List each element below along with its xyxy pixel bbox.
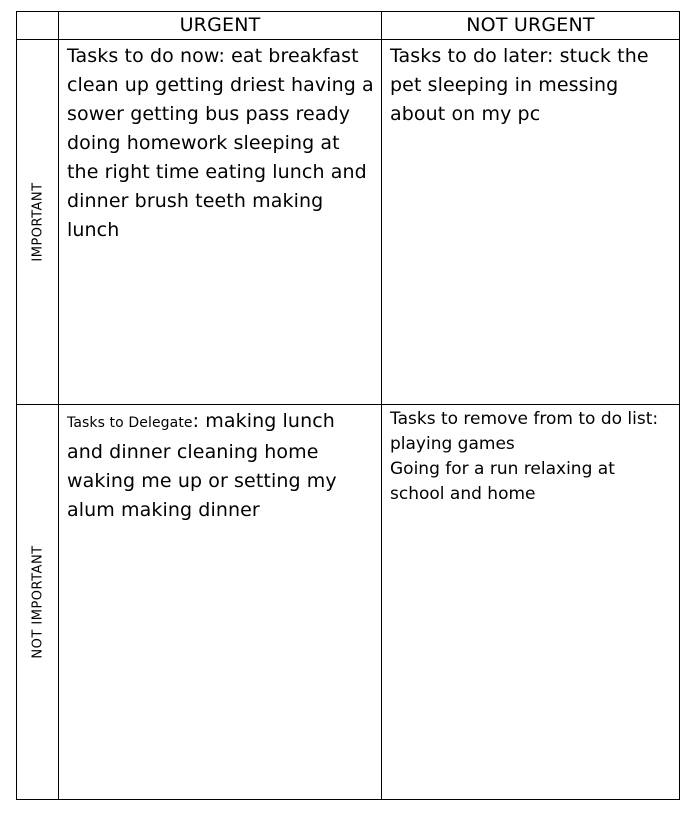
row-header-not-important-label: NOT IMPORTANT <box>30 545 45 659</box>
quadrant-not-important-urgent-text <box>59 405 381 525</box>
row-header-not-important <box>16 404 59 800</box>
quadrant-not-important-not-urgent <box>381 404 680 800</box>
column-header-urgent-label: URGENT <box>179 14 261 36</box>
delegate-body: : making lunch and dinner cleaning home waking me up or setting my alum making dinner <box>67 410 337 521</box>
column-header-not-urgent <box>381 11 680 40</box>
quadrant-not-important-not-urgent-text <box>382 405 679 507</box>
quadrant-important-urgent-text: Tasks to do now: eat breakfast clean up getting driest having a sower getting bus pass ready doing homework sleeping at the right time eating lunch and dinner brush teeth making lunch <box>67 45 374 241</box>
row-header-important <box>16 39 59 405</box>
column-header-not-urgent-label: NOT URGENT <box>466 14 595 36</box>
remove-list-line-2: Going for a run relaxing at school and home <box>390 459 615 504</box>
delegate-prefix: Tasks to Delegate <box>67 415 193 431</box>
column-header-urgent <box>58 11 382 40</box>
quadrant-important-urgent <box>58 39 382 405</box>
quadrant-not-important-urgent <box>58 404 382 800</box>
remove-list-line-1: Tasks to remove from to do list: playing games <box>390 409 659 454</box>
quadrant-important-not-urgent-text: Tasks to do later: stuck the pet sleeping in messing about on my pc <box>390 45 649 125</box>
eisenhower-matrix-table <box>16 11 680 800</box>
row-header-important-label: IMPORTANT <box>30 182 45 262</box>
corner-cell <box>16 11 59 40</box>
quadrant-important-not-urgent <box>381 39 680 405</box>
